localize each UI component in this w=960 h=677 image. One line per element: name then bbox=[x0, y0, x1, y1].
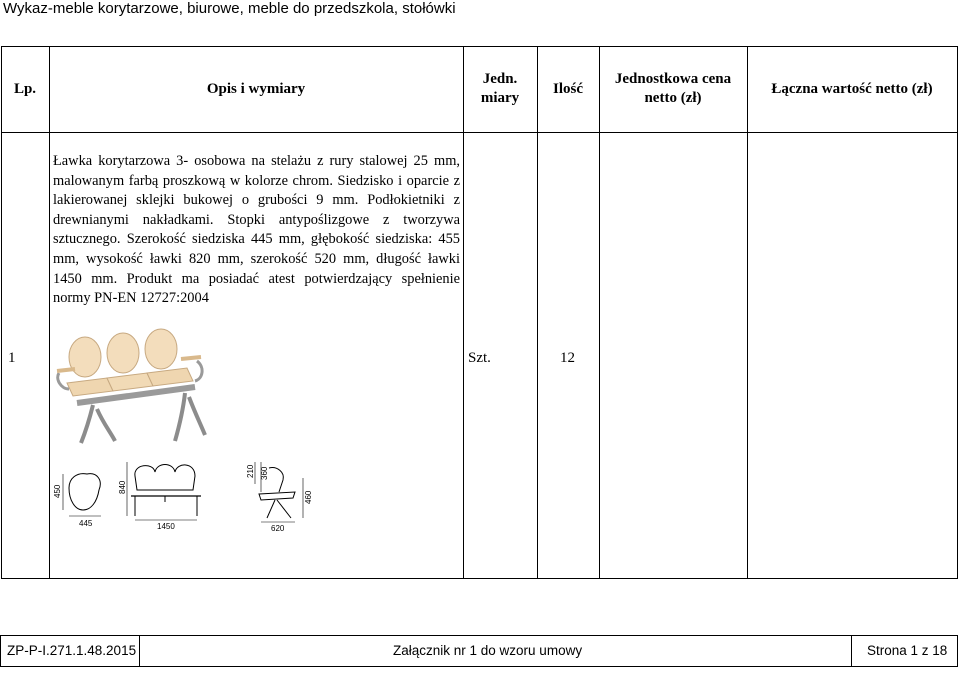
footer-reference: ZP-P-I.271.1.48.2015 bbox=[7, 643, 137, 658]
document-title: Wykaz-meble korytarzowe, biurowe, meble do przedszkola, stołówki bbox=[3, 0, 456, 17]
header-lp: Lp. bbox=[13, 80, 37, 97]
footer-divider bbox=[851, 636, 852, 666]
row-lp: 1 bbox=[8, 350, 16, 366]
footer-page-number: Strona 1 z 18 bbox=[867, 643, 948, 658]
footer-divider bbox=[139, 636, 140, 666]
row-unit: Szt. bbox=[468, 350, 491, 366]
table-bottom-border bbox=[1, 578, 958, 579]
header-unit-price-line2: netto (zł) bbox=[644, 90, 702, 106]
dim-overall-width: 620 bbox=[271, 524, 285, 533]
dim-seat-depth: 450 bbox=[53, 484, 62, 498]
dim-bench-length: 1450 bbox=[157, 522, 175, 531]
header-quantity: Ilość bbox=[553, 80, 583, 97]
dim-seat-height: 460 bbox=[304, 490, 313, 504]
bench-technical-drawing bbox=[55, 458, 325, 533]
header-unit-price bbox=[599, 46, 747, 132]
dim-seat-width: 445 bbox=[79, 519, 93, 528]
page-footer bbox=[0, 635, 958, 667]
dim-bench-height: 840 bbox=[118, 480, 127, 494]
row-description: Ławka korytarzowa 3- osobowa na stelażu z rury stalowej 25 mm, malowanym farbą proszkową w kolorze chrom. Siedzisko i oparcie z lakierowanej sklejki bukowej o grubości 9 mm. Podłokietniki z drewnianymi nakładkami. Stopki antypoślizgowe z tworzywa sztucznego. Szerokość siedziska 445 mm, głębokość siedziska: 455 mm, wysokość ławki 820 mm, szerokość 520 mm, długość ławki 1450 mm. Produkt ma posiadać atest potwierdzający spełnienie normy PN-EN 12727:2004 bbox=[53, 153, 460, 307]
footer-attachment: Załącznik nr 1 do wzoru umowy bbox=[393, 643, 583, 658]
row-quantity: 12 bbox=[560, 350, 575, 366]
header-unit-line2: miary bbox=[480, 90, 520, 106]
bench-product-photo bbox=[55, 333, 225, 448]
header-unit bbox=[463, 46, 537, 132]
header-unit-line1: Jedn. bbox=[482, 71, 518, 87]
table-right-border bbox=[957, 46, 958, 579]
header-unit-price-line1: Jednostkowa cena bbox=[614, 71, 732, 87]
header-description: Opis i wymiary bbox=[206, 80, 306, 97]
table-header-separator bbox=[1, 132, 958, 133]
dim-armrest-height: 360 bbox=[260, 466, 269, 480]
dim-back-height: 210 bbox=[246, 464, 255, 478]
header-total-net: Łączna wartość netto (zł) bbox=[771, 80, 933, 97]
